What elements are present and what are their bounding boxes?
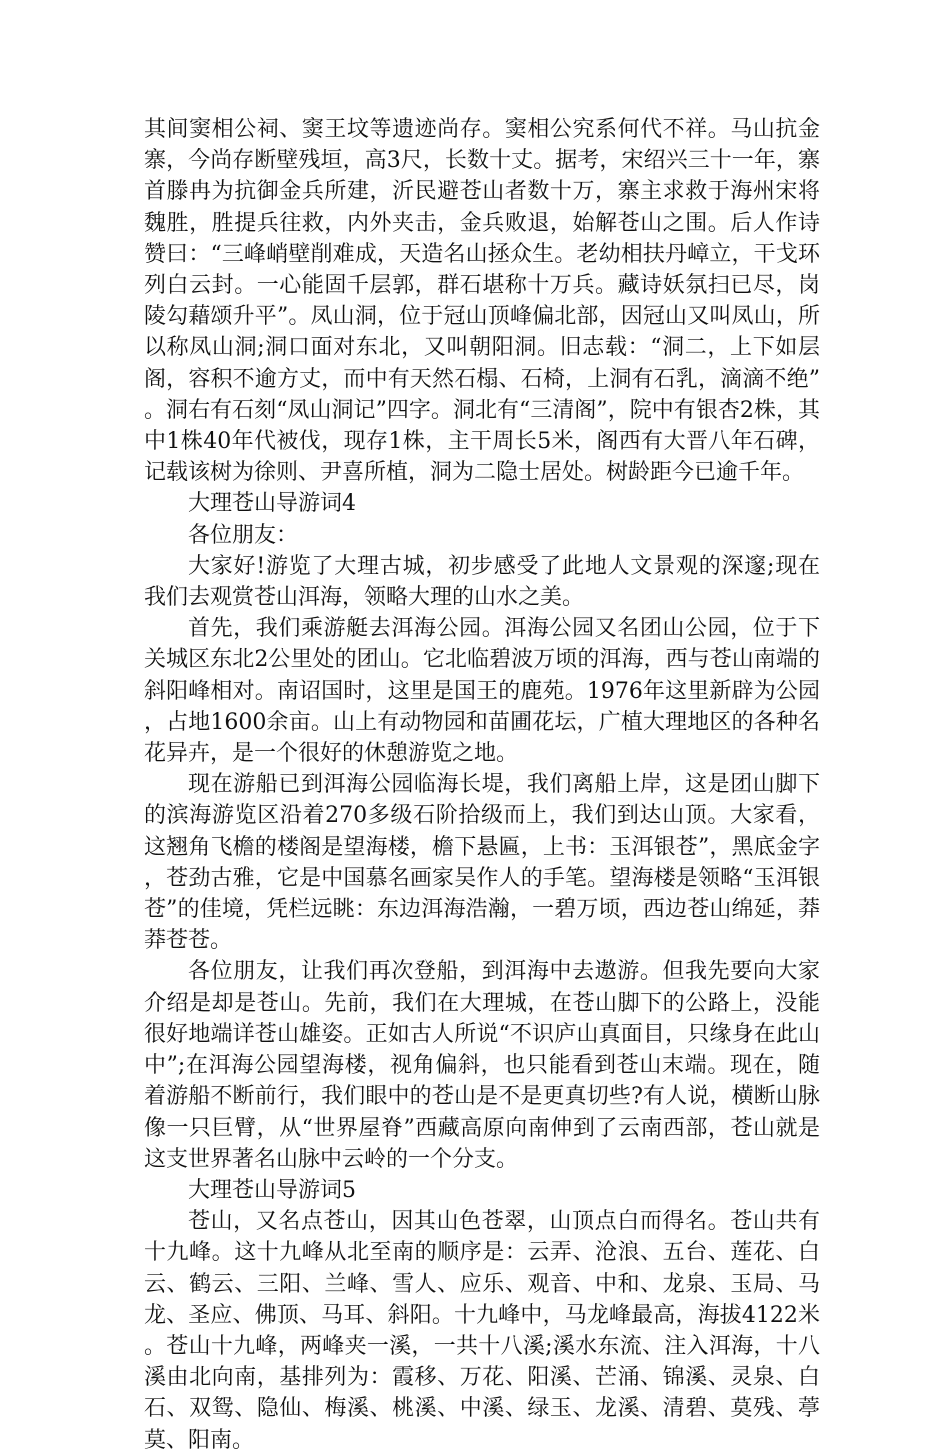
paragraph-cangshan-view: 各位朋友，让我们再次登船，到洱海中去遨游。但我先要向大家介绍是却是苍山。先前，我们在大理城，在苍山脚下的公路上，没能很好地端详苍山雄姿。正如古人所说“不识庐山真面目，只缘身在此山中”;在洱海公园望海楼，视角偏斜，也只能看到苍山末端。现在，随着游船不断前行，我们眼中的苍山是不是更真切些?有人说，横断山脉像一只巨臂，从“世界屋脊”西藏高原向南伸到了云南西部，苍山就是这支世界著名山脉中云岭的一个分支。 xyxy=(144,959,820,1172)
greeting: 各位朋友： xyxy=(188,522,299,548)
paragraph-wanghai-tower: 现在游船已到洱海公园临海长堤，我们离船上岸，这是团山脚下的滨海游览区沿着270多级石阶拾级而上，我们到达山顶。大家看，这翘角飞檐的楼阁是望海楼，檐下悬匾，上书：玉洱银苍”，黑底金字，苍劲古雅，它是中国慕名画家吴作人的手笔。望海楼是领略“玉洱银苍”的佳境，凭栏远眺：东边洱海浩瀚，一碧万顷，西边苍山绵延，莽莽苍苍。 xyxy=(144,772,820,954)
paragraph-nineteen-peaks: 苍山，又名点苍山，因其山色苍翠，山顶点白而得名。苍山共有十九峰。这十九峰从北至南的顺序是：云弄、沧浪、五台、莲花、白云、鹤云、三阳、兰峰、雪人、应乐、观音、中和、龙泉、玉局、马龙、圣应、佛顶、马耳、斜阳。十九峰中，马龙峰最高，海拔4122米。苍山十九峰，两峰夹一溪，一共十八溪;溪水东流、注入洱海，十八溪由北向南，基排列为：霞移、万花、阳溪、芒涌、锦溪、灵泉、白石、双鸳、隐仙、梅溪、桃溪、中溪、绿玉、龙溪、清碧、莫残、葶莫、阳南。 xyxy=(144,1209,820,1453)
document-page xyxy=(144,114,820,1456)
section-heading-4: 大理苍山导游词4 xyxy=(188,491,356,517)
paragraph-intro: 大家好!游览了大理古城，初步感受了此地人文景观的深邃;现在我们去观赏苍山洱海，领略大理的山水之美。 xyxy=(144,553,820,611)
section-heading-5: 大理苍山导游词5 xyxy=(188,1177,356,1203)
paragraph-history: 其间窦相公祠、窦王坟等遗迹尚存。窦相公究系何代不祥。马山抗金寨，今尚存断壁残垣，高3尺，长数十丈。据考，宋绍兴三十一年，寨首滕冉为抗御金兵所建，沂民避苍山者数十万，寨主求救于海州宋将魏胜，胜提兵往救，内外夹击，金兵败退，始解苍山之围。后人作诗赞曰：“三峰峭壁削难成，天造名山拯众生。老幼相扶丹嶂立，干戈环列白云封。一心能固千层郭，群石堪称十万兵。藏诗妖氛扫已尽，岗陵勾藉颂升平”。凤山洞，位于冠山顶峰偏北部，因冠山又叫凤山，所以称凤山洞;洞口面对东北，又叫朝阳洞。旧志载：“洞二，上下如层阁，容积不逾方丈，而中有天然石榻、石椅，上洞有石乳，滴滴不绝”。洞右有石刻“凤山洞记”四字。洞北有“三清阁”，院中有银杏2株，其中1株40年代被伐，现存1株，主干周长5米，阁西有大晋八年石碑，记载该树为徐则、尹喜所植，洞为二隐士居处。树龄距今已逾千年。 xyxy=(144,117,820,486)
paragraph-erhai-park: 首先，我们乘游艇去洱海公园。洱海公园又名团山公园，位于下关城区东北2公里处的团山。它北临碧波万顷的洱海，西与苍山南端的斜阳峰相对。南诏国时，这里是国王的鹿苑。1976年这里新辟为公园，占地1600余亩。山上有动物园和苗圃花坛，广植大理地区的各种名花异卉，是一个很好的休憩游览之地。 xyxy=(144,616,820,767)
